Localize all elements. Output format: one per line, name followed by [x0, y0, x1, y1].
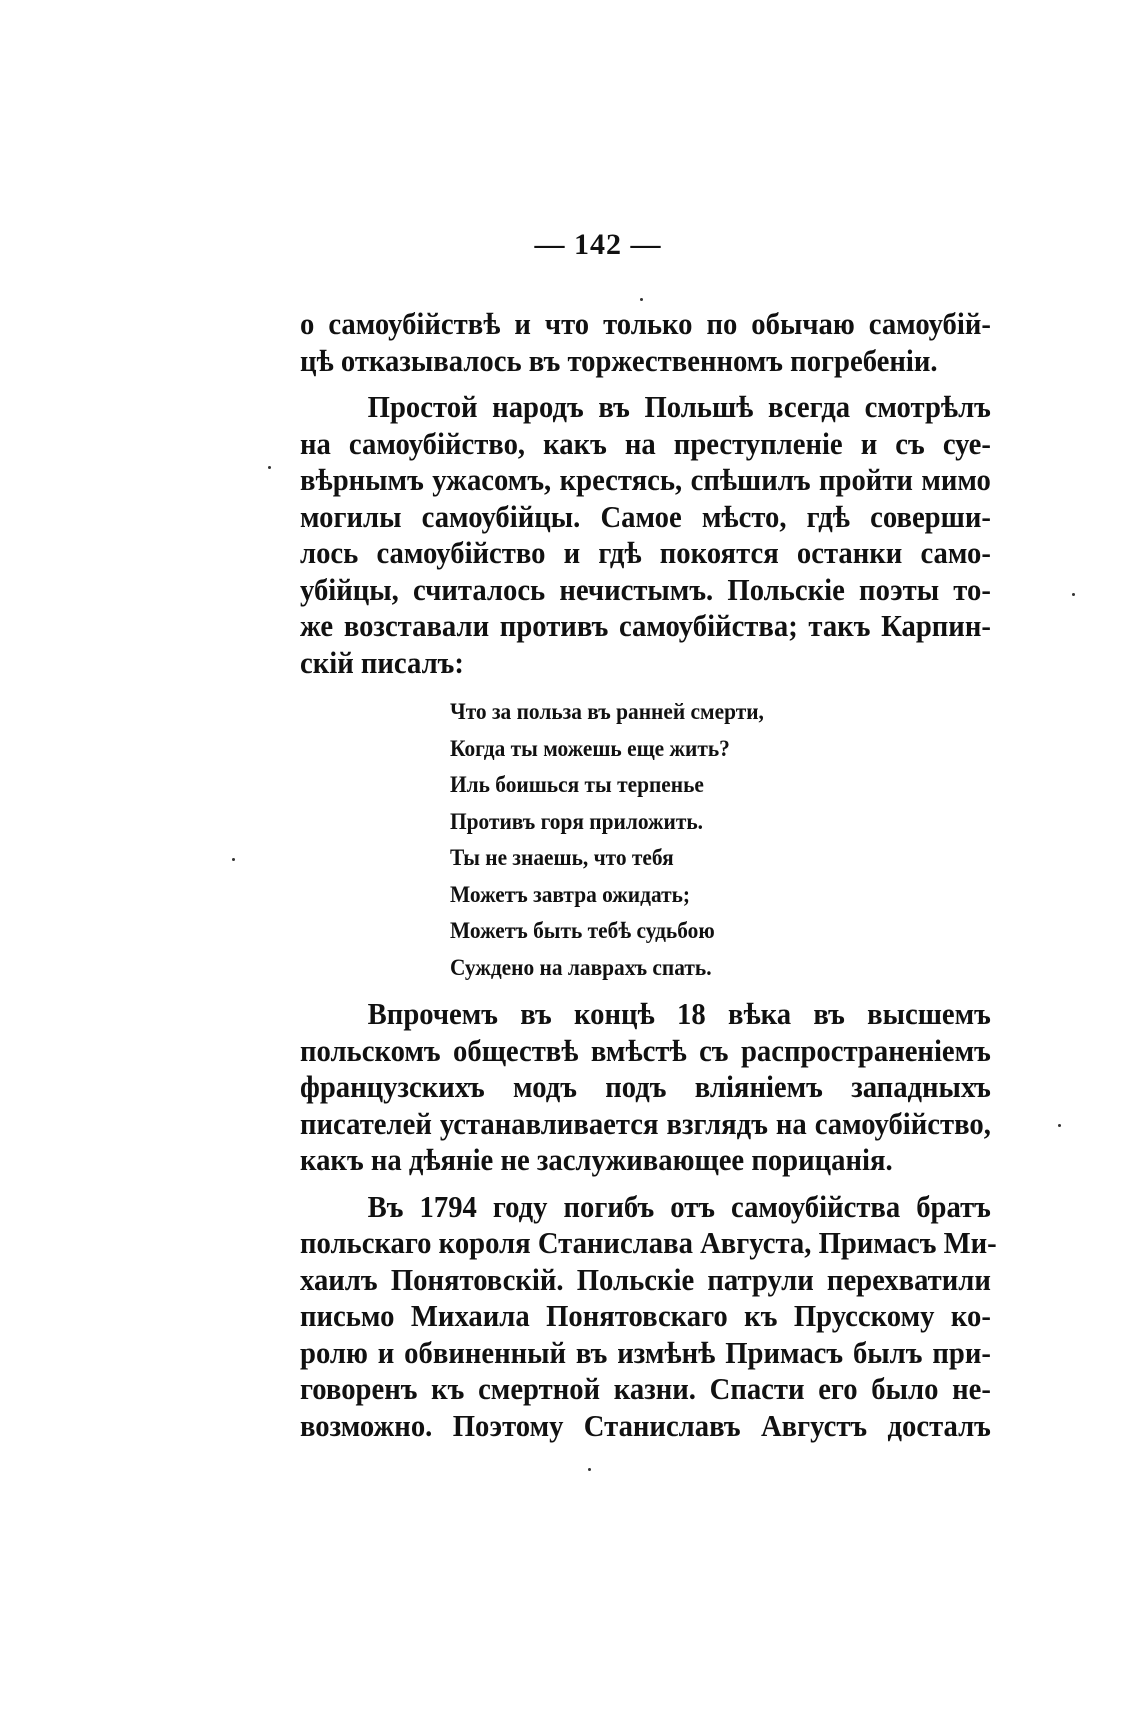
text-line: писателей устанавливается взглядъ на самоубійство, [300, 1106, 991, 1141]
text-line: возможно. Поэтому Станиславъ Августъ досталъ [300, 1408, 991, 1443]
text-line: Въ 1794 году погибъ отъ самоубійства братъ [367, 1189, 991, 1224]
text-line: вѣрнымъ ужасомъ, крестясь, спѣшилъ пройти мимо [300, 463, 991, 497]
text-block-bottom [300, 996, 997, 1444]
poem-line: Ты не знаешь, что тебя [450, 845, 674, 870]
scan-speck [640, 298, 643, 301]
text-line: письмо Михаила Понятовскаго къ Прусскому ко- [300, 1299, 991, 1333]
poem-line: Можетъ быть тебѣ судьбою [450, 918, 715, 943]
text-line: какъ на дѣяніе не заслуживающее порицанія. [300, 1143, 893, 1177]
text-block-top [300, 306, 991, 681]
poem-line: Можетъ завтра ожидать; [450, 881, 691, 907]
poem-line: Суждено на лаврахъ спать. [450, 954, 712, 980]
scan-speck [1058, 1124, 1061, 1127]
scan-speck [588, 1468, 591, 1471]
text-line: польскомъ обществѣ вмѣстѣ съ распространеніемъ [300, 1033, 991, 1068]
text-line: скій писалъ: [300, 645, 464, 680]
text-line: на самоубійство, какъ на преступленіе и съ суе- [300, 426, 991, 461]
text-line: хаилъ Понятовскій. Польскіе патрули перехватили [300, 1262, 991, 1297]
text-line: Простой народъ въ Польшѣ всегда смотрѣлъ [367, 390, 991, 424]
scan-speck [268, 466, 271, 469]
page-number: — 142 — [534, 228, 662, 261]
text-line: ролю и обвиненный въ измѣнѣ Примасъ былъ при- [300, 1335, 991, 1370]
text-line: убійцы, считалось нечистымъ. Польскіе поэты то- [300, 572, 991, 607]
poem-line: Противъ горя приложить. [450, 808, 704, 834]
text-line: говоренъ къ смертной казни. Спасти его было не- [300, 1372, 991, 1406]
poem-quote [450, 694, 841, 986]
scan-speck [232, 858, 235, 861]
text-line: Впрочемъ въ концѣ 18 вѣка въ высшемъ [367, 997, 991, 1031]
text-line: польскаго короля Станислава Августа, Примасъ Ми- [300, 1226, 997, 1260]
text-line: цѣ отказывалось въ торжественномъ погребеніи. [300, 343, 938, 378]
text-line: о самоубійствѣ и что только по обычаю самоубій- [300, 307, 991, 341]
poem-line: Иль боишься ты терпенье [450, 772, 704, 797]
text-line: лось самоубійство и гдѣ покоятся останки само- [300, 536, 991, 570]
scan-speck [1072, 593, 1075, 596]
text-line: могилы самоубійцы. Самое мѣсто, гдѣ соверши- [300, 499, 991, 534]
text-line: французскихъ модъ подъ вліяніемъ западныхъ [300, 1070, 991, 1104]
poem-line: Что за польза въ ранней смерти, [450, 699, 764, 724]
poem-line: Когда ты можешь еще жить? [450, 735, 730, 761]
text-line: же возставали противъ самоубійства; такъ Карпин- [300, 609, 991, 643]
